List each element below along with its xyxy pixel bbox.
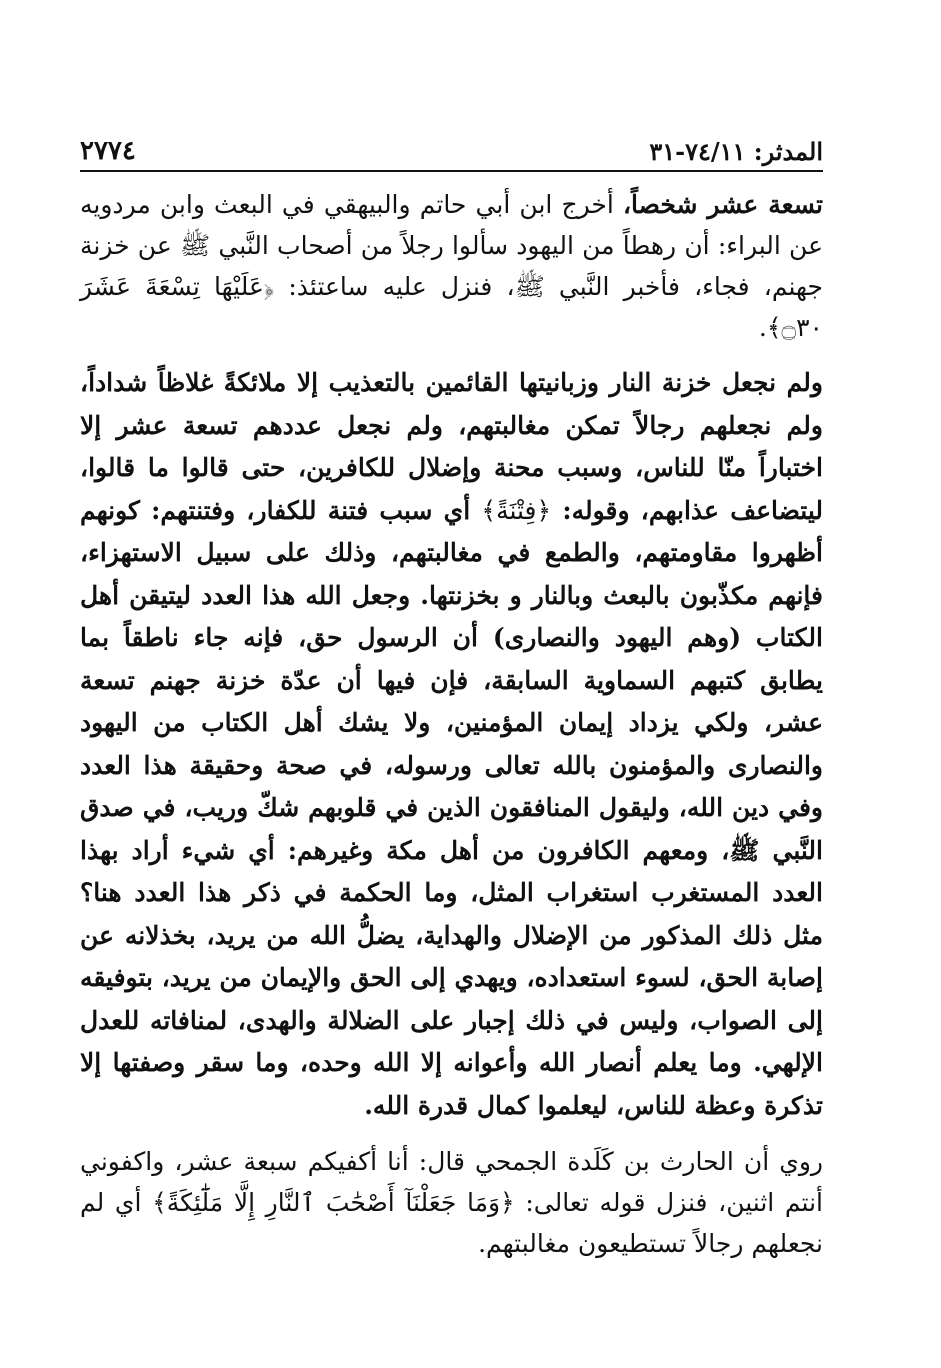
- quran-quote: ﴿فِتْنَةً﴾: [481, 495, 552, 525]
- paragraph-occasion: [80, 1141, 823, 1264]
- quran-quote: ﴿وَمَا جَعَلْنَآ أَصْحَٰبَ ٱلنَّارِ إِلَّا مَلَٰٓئِكَةً﴾: [152, 1188, 515, 1217]
- occasion-text-a: روي أن الحارث بن كَلَدة الجمحي قال: أنا أكفيكم سبعة عشر، واكفوني أنتم اثنين، فنزل قوله تعالى:: [80, 1147, 823, 1217]
- paragraph-explanation: [80, 362, 823, 1127]
- page-header: [80, 128, 823, 172]
- lead-phrase: تسعة عشر شخصاً،: [622, 190, 823, 219]
- explanation-text-a: ولم نجعل خزنة النار وزبانيتها القائمين بالتعذيب إلا ملائكةً غلاظاً شداداً، ولم نجعلهم رجالاً تمكن مغالبتهم، ولم نجعل عددهم تسعة عشر إلا اختباراً منّا للناس، وسبب محنة وإضلال للكافرين، حتى قالوا ما قالوا، ليتضاعف عذابهم، وقوله:: [80, 368, 823, 525]
- narration-end: .: [758, 313, 767, 342]
- surah-reference: المدثر: ٧٤/١١-٣١: [649, 137, 823, 166]
- quran-quote: ﴿عَلَيْهَا تِسْعَةَ عَشَرَ ۝٣٠﴾: [80, 272, 823, 342]
- explanation-text-b: أي سبب فتنة للكفار، وفتنتهم: كونهم أظهروا مقاومتهم، والطمع في مغالبتهم، وذلك على سبيل الاستهزاء، فإنهم مكذّبون بالبعث وبالنار و بخزنتها. وجعل الله هذا العدد ليتيقن أهل الكتاب (وهم اليهود والنصارى) أن الرسول حق، فإنه جاء ناطقاً بما يطابق كتبهم السماوية السابقة، فإن فيها أن عدّة خزنة جهنم تسعة عشر، ولكي يزداد إيمان المؤمنين، ولا يشك أهل الكتاب من اليهود والنصارى والمؤمنون بالله تعالى ورسوله، في صحة وحقيقة هذا العدد وفي دين الله، وليقول المنافقون الذين في قلوبهم شكّ وريب، في صدق النَّبي ﷺ، ومعهم الكافرون من أهل مكة وغيرهم: أي شيء أراد بهذا العدد المستغرب استغراب المثل، وما الحكمة في ذكر هذا العدد هنا؟ مثل ذلك المذكور من الإضلال والهداية، يضلُّ الله من يريد، بخذلانه عن إصابة الحق، لسوء استعداده، ويهدي إلى الحق والإيمان من يريد، بتوفيقه إلى الصواب، وليس في ذلك إجبار على الضلالة والهدى، لمنافاته للعدل الإلهي. وما يعلم أنصار الله وأعوانه إلا الله وحده، وما سقر وصفتها إلا تذكرة وعظة للناس، ليعلموا كمال قدرة الله.: [80, 495, 823, 1120]
- body-text: [80, 184, 823, 1264]
- page-number: ٢٧٧٤: [80, 136, 136, 166]
- narration-text: أخرج ابن أبي حاتم والبيهقي في البعث وابن مردويه عن البراء: أن رهطاً من اليهود سألوا رجلاً من أصحاب النَّبي ﷺ عن خزنة جهنم، فجاء، فأخبر النَّبي ﷺ، فنزل عليه ساعتئذ:: [80, 190, 823, 301]
- occasion-text-b: أي لم نجعلهم رجالاً تستطيعون مغالبتهم.: [80, 1188, 823, 1258]
- paragraph-narration: [80, 184, 823, 348]
